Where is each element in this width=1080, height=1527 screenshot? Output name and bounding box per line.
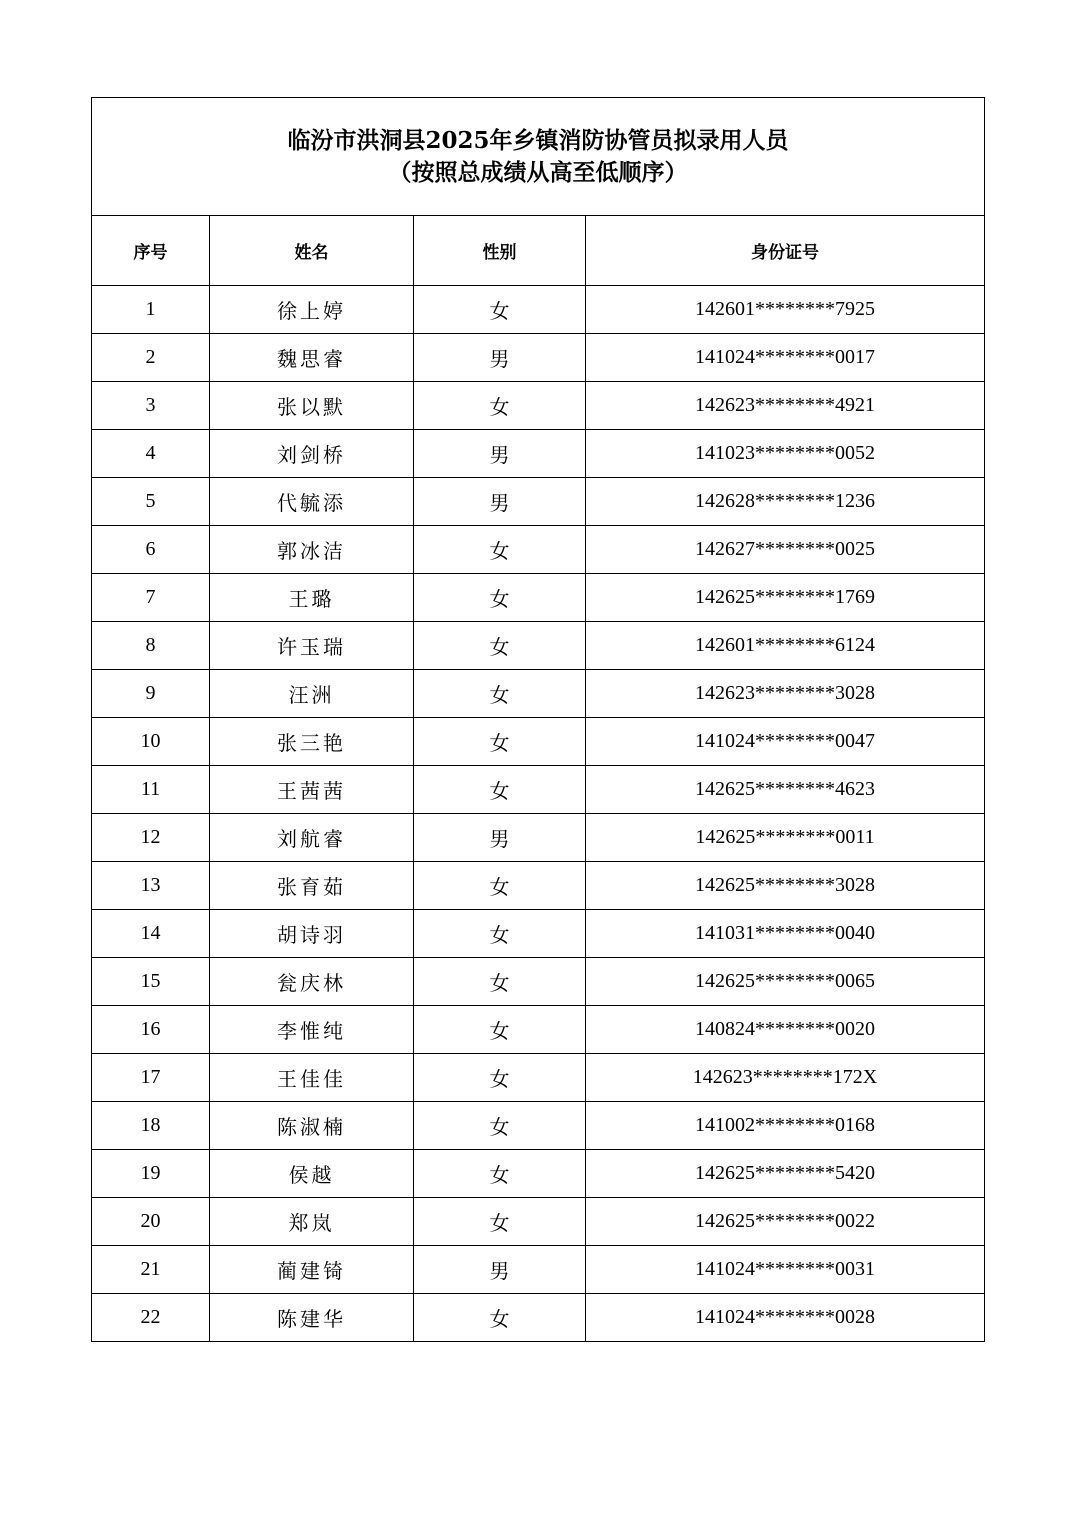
- cell-id-number: 141023********0052: [586, 430, 985, 478]
- cell-id-number: 142623********3028: [586, 670, 985, 718]
- cell-id-number: 142601********6124: [586, 622, 985, 670]
- table-body: [92, 286, 985, 1342]
- cell-serial-number: 21: [92, 1246, 210, 1294]
- cell-name: 胡诗羽: [210, 910, 414, 958]
- cell-name: 王茜茜: [210, 766, 414, 814]
- cell-gender: 女: [414, 382, 586, 430]
- cell-name: 李惟纯: [210, 1006, 414, 1054]
- table-row: [92, 526, 985, 574]
- cell-name: 魏思睿: [210, 334, 414, 382]
- cell-gender: 男: [414, 478, 586, 526]
- cell-serial-number: 1: [92, 286, 210, 334]
- cell-id-number: 142623********172X: [586, 1054, 985, 1102]
- cell-id-number: 141031********0040: [586, 910, 985, 958]
- table-row: [92, 862, 985, 910]
- table-row: [92, 1246, 985, 1294]
- cell-serial-number: 13: [92, 862, 210, 910]
- table-row: [92, 766, 985, 814]
- cell-serial-number: 8: [92, 622, 210, 670]
- cell-name: 陈淑楠: [210, 1102, 414, 1150]
- cell-name: 张以默: [210, 382, 414, 430]
- cell-name: 代毓添: [210, 478, 414, 526]
- cell-gender: 女: [414, 1150, 586, 1198]
- cell-id-number: 142627********0025: [586, 526, 985, 574]
- cell-id-number: 142625********0065: [586, 958, 985, 1006]
- cell-id-number: 142625********1769: [586, 574, 985, 622]
- cell-name: 刘航睿: [210, 814, 414, 862]
- cell-id-number: 142625********4623: [586, 766, 985, 814]
- cell-gender: 男: [414, 1246, 586, 1294]
- cell-serial-number: 19: [92, 1150, 210, 1198]
- table-row: [92, 718, 985, 766]
- cell-name: 徐上婷: [210, 286, 414, 334]
- cell-id-number: 142625********5420: [586, 1150, 985, 1198]
- cell-gender: 女: [414, 1102, 586, 1150]
- cell-id-number: 140824********0020: [586, 1006, 985, 1054]
- table-row: [92, 382, 985, 430]
- cell-serial-number: 16: [92, 1006, 210, 1054]
- cell-name: 王璐: [210, 574, 414, 622]
- cell-gender: 女: [414, 1006, 586, 1054]
- header-no: 序号: [92, 216, 210, 286]
- table-row: [92, 478, 985, 526]
- cell-gender: 女: [414, 622, 586, 670]
- cell-serial-number: 18: [92, 1102, 210, 1150]
- table-row: [92, 814, 985, 862]
- title-line-1: 临汾市洪洞县2025年乡镇消防协管员拟录用人员: [287, 126, 789, 154]
- cell-name: 张育茹: [210, 862, 414, 910]
- cell-id-number: 142625********0022: [586, 1198, 985, 1246]
- cell-gender: 女: [414, 958, 586, 1006]
- table-row: [92, 622, 985, 670]
- table-row: [92, 670, 985, 718]
- cell-id-number: 141024********0047: [586, 718, 985, 766]
- cell-serial-number: 12: [92, 814, 210, 862]
- cell-name: 汪洲: [210, 670, 414, 718]
- cell-gender: 女: [414, 1294, 586, 1342]
- cell-gender: 女: [414, 286, 586, 334]
- table-row: [92, 1198, 985, 1246]
- cell-name: 瓮庆林: [210, 958, 414, 1006]
- header-row: [92, 216, 985, 286]
- table-title: [92, 98, 985, 216]
- table-row: [92, 1150, 985, 1198]
- table-row: [92, 1054, 985, 1102]
- title-row: [92, 98, 985, 216]
- cell-id-number: 142625********0011: [586, 814, 985, 862]
- cell-gender: 男: [414, 430, 586, 478]
- cell-serial-number: 10: [92, 718, 210, 766]
- title-line-2: （按照总成绩从高至低顺序）: [388, 158, 688, 186]
- cell-serial-number: 22: [92, 1294, 210, 1342]
- table-row: [92, 430, 985, 478]
- cell-serial-number: 2: [92, 334, 210, 382]
- cell-gender: 女: [414, 526, 586, 574]
- cell-gender: 男: [414, 334, 586, 382]
- table-row: [92, 1102, 985, 1150]
- header-id: 身份证号: [586, 216, 985, 286]
- table-row: [92, 910, 985, 958]
- cell-gender: 女: [414, 718, 586, 766]
- cell-id-number: 142601********7925: [586, 286, 985, 334]
- cell-serial-number: 4: [92, 430, 210, 478]
- table-row: [92, 574, 985, 622]
- cell-name: 侯越: [210, 1150, 414, 1198]
- cell-id-number: 142628********1236: [586, 478, 985, 526]
- cell-gender: 女: [414, 1054, 586, 1102]
- cell-name: 陈建华: [210, 1294, 414, 1342]
- cell-gender: 女: [414, 670, 586, 718]
- table-row: [92, 958, 985, 1006]
- cell-gender: 女: [414, 910, 586, 958]
- cell-name: 许玉瑞: [210, 622, 414, 670]
- cell-name: 郑岚: [210, 1198, 414, 1246]
- header-name: 姓名: [210, 216, 414, 286]
- cell-serial-number: 6: [92, 526, 210, 574]
- cell-id-number: 141024********0028: [586, 1294, 985, 1342]
- cell-name: 郭冰洁: [210, 526, 414, 574]
- cell-serial-number: 17: [92, 1054, 210, 1102]
- cell-gender: 女: [414, 766, 586, 814]
- table-row: [92, 286, 985, 334]
- cell-serial-number: 9: [92, 670, 210, 718]
- cell-name: 刘剑桥: [210, 430, 414, 478]
- table-row: [92, 334, 985, 382]
- table-row: [92, 1006, 985, 1054]
- cell-name: 蔺建锜: [210, 1246, 414, 1294]
- cell-serial-number: 7: [92, 574, 210, 622]
- header-gender: 性别: [414, 216, 586, 286]
- cell-gender: 女: [414, 1198, 586, 1246]
- cell-gender: 女: [414, 862, 586, 910]
- cell-serial-number: 11: [92, 766, 210, 814]
- cell-id-number: 141002********0168: [586, 1102, 985, 1150]
- cell-name: 张三艳: [210, 718, 414, 766]
- cell-serial-number: 5: [92, 478, 210, 526]
- cell-serial-number: 20: [92, 1198, 210, 1246]
- cell-id-number: 142623********4921: [586, 382, 985, 430]
- cell-gender: 女: [414, 574, 586, 622]
- cell-serial-number: 15: [92, 958, 210, 1006]
- cell-serial-number: 14: [92, 910, 210, 958]
- recruitment-table: [91, 97, 985, 1342]
- cell-id-number: 142625********3028: [586, 862, 985, 910]
- cell-serial-number: 3: [92, 382, 210, 430]
- cell-name: 王佳佳: [210, 1054, 414, 1102]
- cell-gender: 男: [414, 814, 586, 862]
- cell-id-number: 141024********0017: [586, 334, 985, 382]
- table-row: [92, 1294, 985, 1342]
- cell-id-number: 141024********0031: [586, 1246, 985, 1294]
